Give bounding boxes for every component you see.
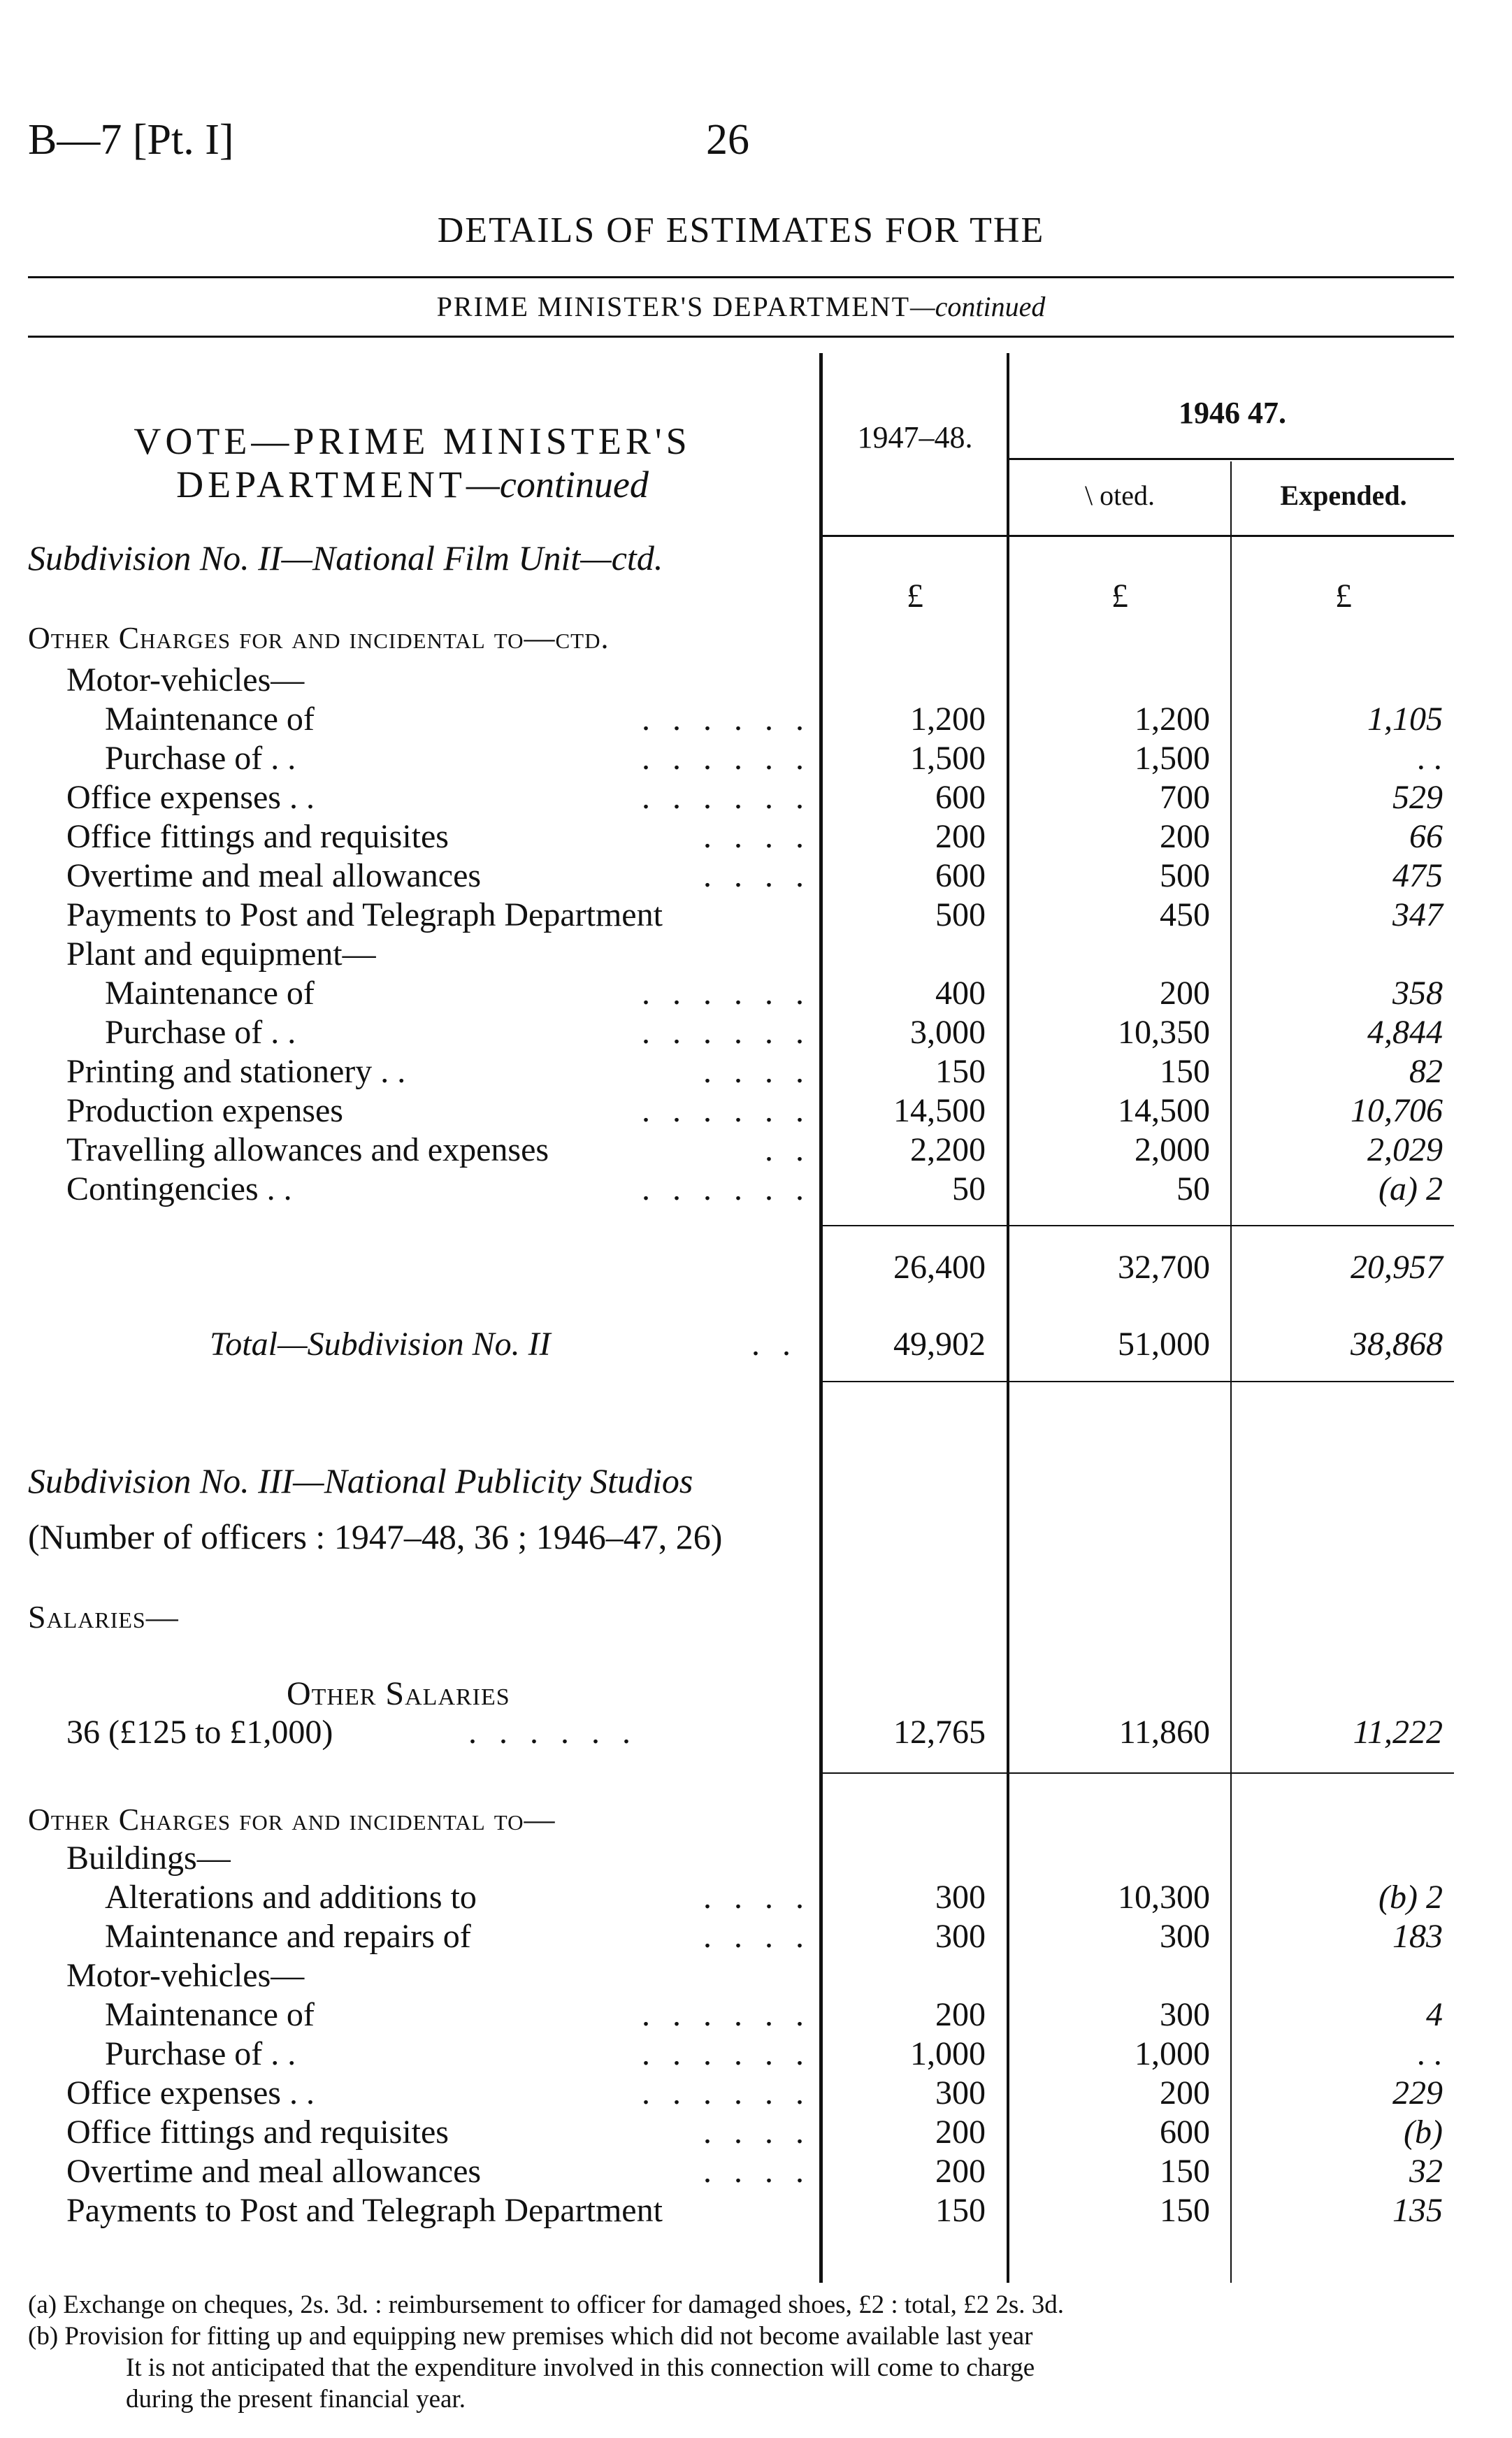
sub-ii-row-value-voted: 10,350 — [1118, 1014, 1210, 1051]
sub-iii-row-value-1947: 300 — [935, 1879, 986, 1916]
total-1947: 49,902 — [893, 1326, 986, 1363]
sub-ii-row-leader-dots: . . . . . . — [642, 1170, 811, 1207]
sub-iii-row-leader-dots: . . . . . . — [642, 1996, 811, 2033]
sub-ii-row-label: Motor-vehicles— — [66, 661, 305, 698]
sub-ii-row-leader-dots: . . . . . . — [642, 740, 811, 777]
sub-ii-row-leader-dots: . . . . . . — [642, 779, 811, 816]
sub-iii-row-leader-dots: . . . . — [703, 1879, 811, 1916]
sub-ii-row-label: Overtime and meal allowances — [66, 857, 482, 894]
subtotal-voted: 32,700 — [1118, 1249, 1210, 1286]
sub-ii-row-value-1947: 1,200 — [910, 701, 986, 738]
column-header-1946-47: 1946 47. — [1179, 396, 1286, 430]
sub-ii-row-value-voted: 1,500 — [1135, 740, 1210, 777]
subdivision-iii-heading: Subdivision No. III—National Publicity Studios — [28, 1461, 693, 1500]
sub-iii-row-value-expended: (b) — [1404, 2114, 1443, 2151]
salary-label: 36 (£125 to £1,000) — [66, 1714, 333, 1751]
column-header-expended: Expended. — [1280, 480, 1407, 511]
sub-ii-row-value-voted: 50 — [1176, 1170, 1210, 1207]
sub-ii-row-label: Travelling allowances and expenses — [66, 1131, 549, 1168]
page-title: DETAILS OF ESTIMATES FOR THE — [437, 210, 1045, 250]
column-header-1947-48: 1947–48. — [857, 420, 973, 454]
sub-ii-row-value-1947: 400 — [935, 975, 986, 1012]
column-header-voted: \ oted. — [1085, 480, 1155, 511]
subtotal-expended: 20,957 — [1351, 1249, 1443, 1286]
sub-ii-row-value-1947: 1,500 — [910, 740, 986, 777]
sub-iii-row-label: Motor-vehicles— — [66, 1957, 305, 1994]
sub-ii-row-value-expended: 1,105 — [1367, 701, 1443, 738]
sub-ii-row-leader-dots: . . . . — [703, 1053, 811, 1090]
sub-ii-row-value-1947: 600 — [935, 857, 986, 894]
sub-ii-row-value-expended: 66 — [1409, 818, 1443, 855]
total-expended: 38,868 — [1351, 1326, 1443, 1363]
officers-count: (Number of officers : 1947–48, 36 ; 1946–47, 26) — [28, 1517, 723, 1556]
footnote-b-line3: during the present financial year. — [126, 2385, 466, 2414]
footnote-b-line1: (b) Provision for fitting up and equipping new premises which did not become available last year — [28, 2322, 1033, 2351]
sub-iii-row-leader-dots: . . . . . . — [642, 2074, 811, 2111]
header-rule-top — [28, 276, 1454, 278]
department-subtitle: PRIME MINISTER'S DEPARTMENT—continued — [436, 291, 1046, 322]
sub-iii-row-label: Payments to Post and Telegraph Department — [66, 2192, 663, 2229]
sub-ii-row-leader-dots: . . . . — [703, 818, 811, 855]
sub-ii-row-value-expended: 4,844 — [1367, 1014, 1443, 1051]
sub-iii-row-leader-dots: . . . . . . — [642, 2035, 811, 2072]
sub-iii-row-label: Alterations and additions to — [105, 1879, 477, 1916]
sub-ii-row-value-voted: 2,000 — [1135, 1131, 1210, 1168]
sub-iii-row-value-1947: 200 — [935, 2114, 986, 2151]
sub-iii-row-value-expended: 183 — [1392, 1918, 1443, 1955]
sub-ii-row-value-1947: 600 — [935, 779, 986, 816]
column-divider-voted — [1230, 461, 1232, 2283]
sub-ii-row-value-voted: 500 — [1160, 857, 1210, 894]
salary-expended: 11,222 — [1353, 1714, 1443, 1751]
sub-ii-row-value-expended: . . — [1418, 740, 1443, 777]
footnote-b-line2: It is not anticipated that the expenditure involved in this connection will come to charge — [126, 2353, 1035, 2382]
total-rule — [821, 1381, 1454, 1382]
sub-ii-row-value-1947: 200 — [935, 818, 986, 855]
currency-symbol-expended: £ — [1335, 578, 1352, 615]
sub-iii-row-label: Buildings— — [66, 1840, 231, 1877]
sub-ii-row-value-1947: 2,200 — [910, 1131, 986, 1168]
sub-ii-row-label: Maintenance of — [105, 701, 315, 738]
header-rule-bottom — [28, 336, 1454, 338]
sub-ii-row-label: Printing and stationery . . — [66, 1053, 406, 1090]
sub-ii-row-value-expended: 82 — [1409, 1053, 1443, 1090]
sub-iii-row-value-expended: 4 — [1426, 1996, 1443, 2033]
salary-voted: 11,860 — [1118, 1714, 1210, 1751]
salaries-heading: Salaries— — [28, 1599, 179, 1635]
sub-ii-row-value-expended: 2,029 — [1367, 1131, 1443, 1168]
column-divider-1947 — [1007, 353, 1009, 2283]
sub-iii-row-value-1947: 300 — [935, 2074, 986, 2111]
other-salaries-heading: Other Salaries — [287, 1675, 510, 1712]
sub-iii-row-value-voted: 1,000 — [1135, 2035, 1210, 2072]
sub-iii-row-value-expended: 229 — [1392, 2074, 1443, 2111]
sub-iii-row-value-1947: 150 — [935, 2192, 986, 2229]
footnote-a: (a) Exchange on cheques, 2s. 3d. : reimbursement to officer for damaged shoes, £2 : total, £2 2s. 3d. — [28, 2290, 1065, 2319]
sub-iii-row-leader-dots: . . . . — [703, 1918, 811, 1955]
salary-1947: 12,765 — [893, 1714, 986, 1751]
sub-ii-row-value-1947: 150 — [935, 1053, 986, 1090]
sub-ii-row-leader-dots: . . . . . . — [642, 701, 811, 738]
sub-ii-row-label: Production expenses — [66, 1092, 343, 1129]
sub-iii-row-value-1947: 200 — [935, 2153, 986, 2190]
sub-iii-row-label: Office fittings and requisites — [66, 2114, 449, 2151]
sub-iii-row-leader-dots: . . . . — [703, 2114, 811, 2151]
sub-iii-row-label: Maintenance of — [105, 1996, 315, 2033]
document-reference: B—7 [Pt. I] — [28, 116, 234, 164]
sub-iii-row-value-1947: 1,000 — [910, 2035, 986, 2072]
sub-ii-row-value-expended: 529 — [1392, 779, 1443, 816]
sub-ii-row-value-voted: 1,200 — [1135, 701, 1210, 738]
sub-ii-row-value-1947: 3,000 — [910, 1014, 986, 1051]
sub-ii-row-value-expended: 358 — [1392, 975, 1443, 1012]
sub-ii-row-value-1947: 500 — [935, 896, 986, 933]
vote-title: VOTE—PRIME MINISTER'S DEPARTMENT—continued — [134, 420, 691, 505]
sub-iii-row-value-expended: . . — [1418, 2035, 1443, 2072]
salary-leader-dots: . . . . . . — [468, 1714, 638, 1751]
sub-ii-row-value-1947: 50 — [952, 1170, 986, 1207]
sub-ii-row-value-expended: 475 — [1392, 857, 1443, 894]
group-heading-rule — [1007, 458, 1454, 460]
total-label: Total—Subdivision No. II — [210, 1326, 551, 1363]
subtotal-1947: 26,400 — [893, 1249, 986, 1286]
sub-ii-row-leader-dots: . . . . — [703, 857, 811, 894]
sub-ii-row-label: Contingencies . . — [66, 1170, 292, 1207]
sub-iii-row-value-voted: 200 — [1160, 2074, 1210, 2111]
subdivision-ii-heading: Subdivision No. II—National Film Unit—ctd. — [28, 538, 663, 578]
sub-iii-row-value-voted: 300 — [1160, 1918, 1210, 1955]
sub-iii-row-leader-dots: . . . . — [703, 2153, 811, 2190]
sub-ii-row-leader-dots: . . — [765, 1131, 811, 1168]
sub-ii-row-value-expended: (a) 2 — [1378, 1170, 1443, 1207]
sub-iii-row-value-voted: 150 — [1160, 2153, 1210, 2190]
column-heading-rule — [821, 535, 1454, 537]
sub-iii-row-value-voted: 150 — [1160, 2192, 1210, 2229]
total-leader-dots: . . — [751, 1326, 798, 1363]
sub-ii-row-label: Purchase of . . — [105, 1014, 296, 1051]
currency-symbol-1947: £ — [907, 578, 923, 615]
sub-iii-row-value-voted: 10,300 — [1118, 1879, 1210, 1916]
sub-ii-row-label: Office fittings and requisites — [66, 818, 449, 855]
sub-iii-row-label: Purchase of . . — [105, 2035, 296, 2072]
sub-ii-row-value-voted: 450 — [1160, 896, 1210, 933]
sub-ii-row-value-voted: 14,500 — [1118, 1092, 1210, 1129]
sub-iii-row-value-expended: 135 — [1392, 2192, 1443, 2229]
sub-ii-row-value-1947: 14,500 — [893, 1092, 986, 1129]
sub-ii-row-leader-dots: . . . . . . — [642, 975, 811, 1012]
sub-ii-row-leader-dots: . . . . . . — [642, 1014, 811, 1051]
currency-symbol-voted: £ — [1111, 578, 1128, 615]
sub-ii-row-value-voted: 200 — [1160, 818, 1210, 855]
sub-iii-row-label: Overtime and meal allowances — [66, 2153, 482, 2190]
sub-iii-row-value-expended: (b) 2 — [1378, 1879, 1443, 1916]
page-number: 26 — [706, 116, 749, 164]
subtotal-rule — [821, 1225, 1454, 1226]
sub-iii-row-value-1947: 200 — [935, 1996, 986, 2033]
sub-ii-row-leader-dots: . . . . . . — [642, 1092, 811, 1129]
sub-ii-row-value-voted: 700 — [1160, 779, 1210, 816]
sub-ii-row-label: Purchase of . . — [105, 740, 296, 777]
sub-ii-row-label: Payments to Post and Telegraph Department — [66, 896, 663, 933]
sub-ii-row-value-voted: 150 — [1160, 1053, 1210, 1090]
sub-iii-row-label: Office expenses . . — [66, 2074, 315, 2111]
sub-ii-row-label: Office expenses . . — [66, 779, 315, 816]
sub-ii-row-label: Maintenance of — [105, 975, 315, 1012]
salaries-rule — [821, 1772, 1454, 1774]
other-charges-heading-iii: Other Charges for and incidental to— — [28, 1802, 556, 1837]
sub-iii-row-value-1947: 300 — [935, 1918, 986, 1955]
sub-ii-row-value-expended: 347 — [1392, 896, 1443, 933]
sub-ii-row-value-voted: 200 — [1160, 975, 1210, 1012]
sub-ii-row-value-expended: 10,706 — [1351, 1092, 1443, 1129]
sub-iii-row-value-voted: 300 — [1160, 1996, 1210, 2033]
sub-ii-row-label: Plant and equipment— — [66, 935, 376, 973]
sub-iii-row-label: Maintenance and repairs of — [105, 1918, 471, 1955]
total-voted: 51,000 — [1118, 1326, 1210, 1363]
sub-iii-row-value-voted: 600 — [1160, 2114, 1210, 2151]
column-divider-stub — [819, 353, 823, 2283]
sub-iii-row-value-expended: 32 — [1409, 2153, 1443, 2190]
other-charges-heading-ii: Other Charges for and incidental to—ctd. — [28, 621, 610, 655]
